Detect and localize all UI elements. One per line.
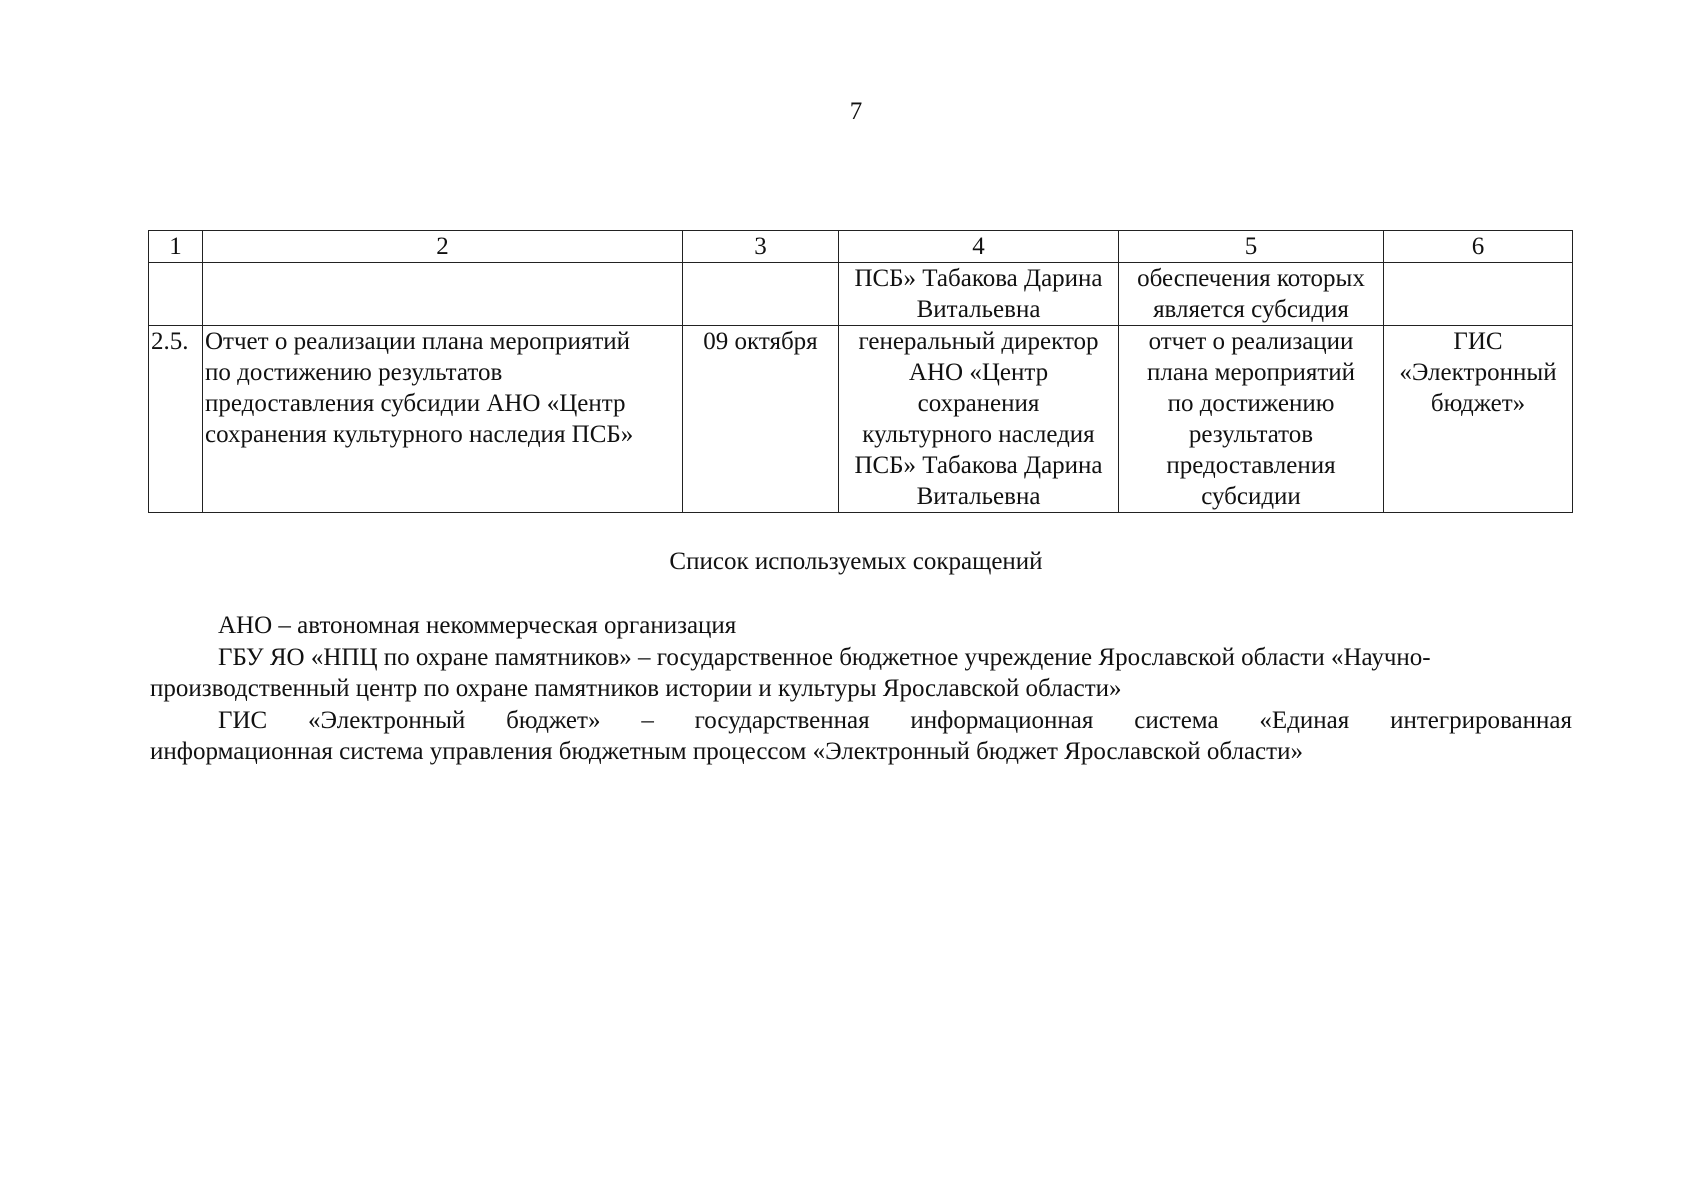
word: –: [641, 706, 654, 734]
abbreviation-item: [150, 705, 1572, 737]
cell-line: культурного наследия: [862, 421, 1095, 448]
cell-number: 2.5.: [149, 326, 203, 513]
cell-line: АНО «Центр: [908, 359, 1049, 386]
cell-line: «Электронный: [1399, 359, 1557, 386]
abbreviations-list: [150, 610, 1572, 768]
cell-line: ГИС: [1453, 328, 1503, 355]
word: интегрированная: [1390, 706, 1572, 734]
header-cell-6: 6: [1384, 231, 1573, 263]
word: государственная: [694, 706, 870, 734]
abbreviation-item-continuation: информационная система управления бюджетным процессом «Электронный бюджет Ярославской области»: [150, 738, 1303, 765]
abbreviations-title: Список используемых сокращений: [669, 548, 1043, 575]
cell-deadline: [683, 263, 839, 326]
word: система: [1134, 706, 1219, 734]
cell-line: сохранения: [917, 390, 1040, 417]
header-cell-1: 1: [149, 231, 203, 263]
page-number: 7: [849, 98, 863, 125]
cell-line: отчет о реализации: [1148, 328, 1354, 355]
cell-line: сохранения культурного наследия ПСБ»: [205, 421, 634, 448]
abbreviation-item: ГБУ ЯО «НПЦ по охране памятников» – государственное бюджетное учреждение Ярославской области «Научно-: [218, 643, 1431, 671]
word: «Единая: [1259, 706, 1350, 734]
cell-line: является субсидия: [1153, 296, 1349, 323]
header-cell-3: 3: [683, 231, 839, 263]
word: информационная: [910, 706, 1094, 734]
abbreviation-item: АНО – автономная некоммерческая организация: [218, 612, 737, 639]
cell-responsible: [839, 263, 1119, 326]
abbreviation-item-continuation: производственный центр по охране памятников истории и культуры Ярославской области»: [150, 675, 1122, 702]
cell-result: [1119, 326, 1384, 513]
cell-result: [1119, 263, 1384, 326]
cell-line: ПСБ» Табакова Дарина: [854, 452, 1103, 479]
word: «Электронный: [308, 706, 466, 734]
cell-line: обеспечения которых: [1137, 265, 1365, 292]
table-row-continuation: [149, 263, 1573, 326]
header-cell-5: 5: [1119, 231, 1384, 263]
cell-line: по достижению результатов: [205, 359, 503, 386]
cell-line: Витальевна: [916, 483, 1041, 510]
cell-line: Отчет о реализации плана мероприятий: [205, 328, 631, 355]
table-header-row: [149, 231, 1573, 263]
cell-event: [203, 326, 683, 513]
cell-line: субсидии: [1201, 483, 1301, 510]
cell-line: результатов: [1188, 421, 1314, 448]
word: бюджет»: [506, 706, 601, 734]
cell-system: [1384, 326, 1573, 513]
cell-line: Витальевна: [916, 296, 1041, 323]
cell-line: генеральный директор: [858, 328, 1099, 355]
report-table: [148, 230, 1573, 513]
cell-line: бюджет»: [1430, 390, 1526, 417]
cell-responsible: [839, 326, 1119, 513]
header-cell-4: 4: [839, 231, 1119, 263]
cell-line: предоставления субсидии АНО «Центр: [205, 390, 626, 417]
cell-deadline: 09 октября: [683, 326, 839, 513]
word: ГИС: [218, 706, 268, 734]
cell-line: предоставления: [1166, 452, 1336, 479]
header-cell-2: 2: [203, 231, 683, 263]
cell-system: [1384, 263, 1573, 326]
cell-line: плана мероприятий: [1146, 359, 1356, 386]
cell-number: [149, 263, 203, 326]
cell-event: [203, 263, 683, 326]
table-row-2-5: [149, 326, 1573, 513]
cell-line: по достижению: [1167, 390, 1335, 417]
cell-line: ПСБ» Табакова Дарина: [854, 265, 1103, 292]
